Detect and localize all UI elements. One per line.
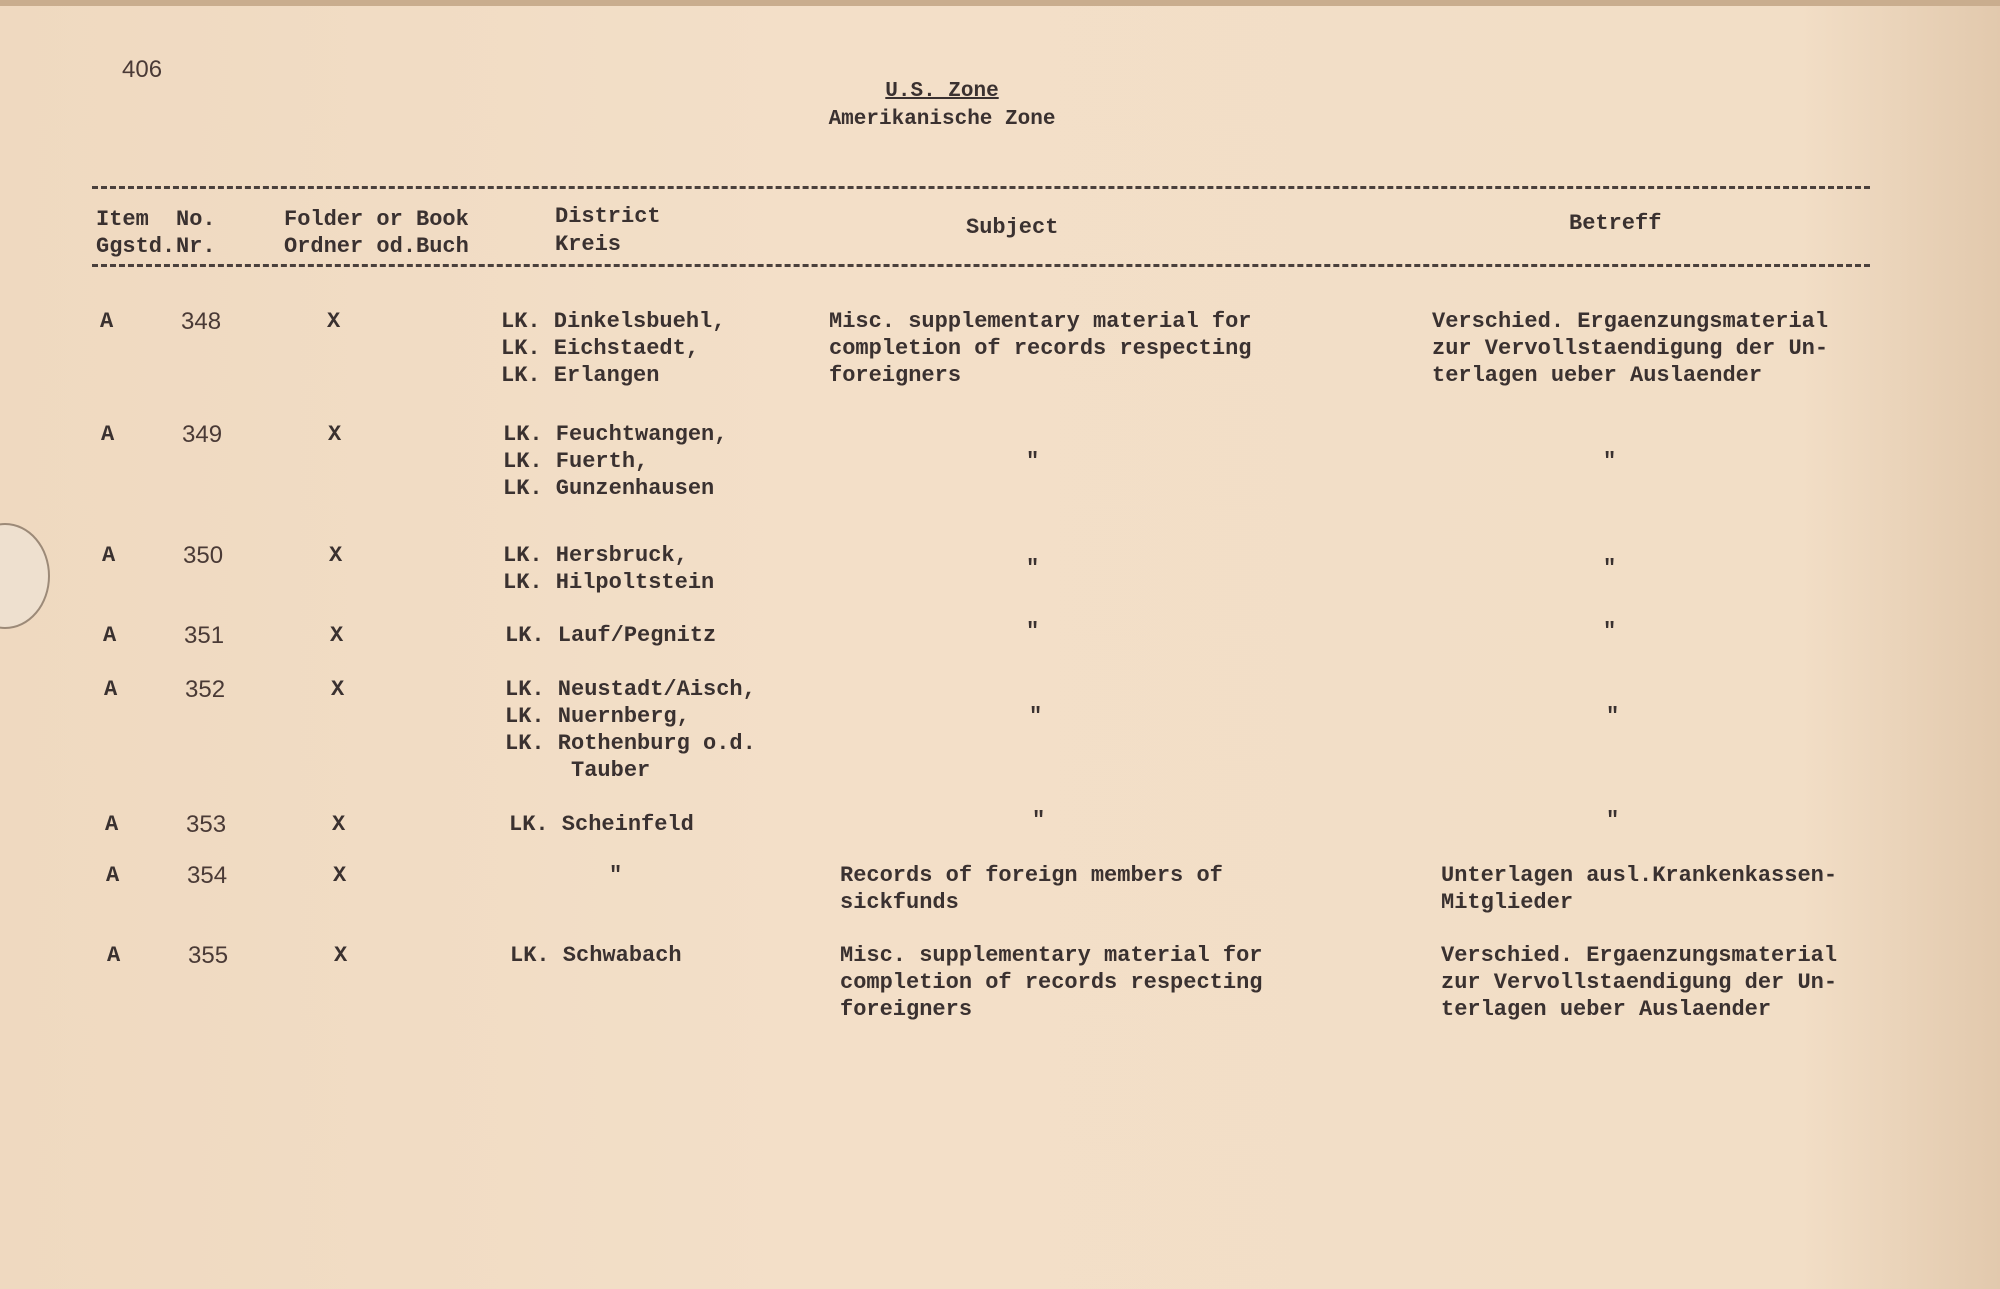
row-district: LK. Schwabach <box>510 943 682 968</box>
row-district: LK. Lauf/Pegnitz <box>505 623 717 648</box>
row-item: A <box>106 863 120 888</box>
header-folder: Folder or Book <box>284 207 469 232</box>
row-folder-marker: X <box>329 543 343 568</box>
row-betreff: " <box>1606 808 1620 833</box>
header-district-de: Kreis <box>555 232 622 257</box>
row-folder-marker: X <box>327 309 341 334</box>
row-betreff: " <box>1603 619 1617 644</box>
row-betreff: " <box>1603 556 1617 581</box>
row-betreff: Unterlagen ausl.Krankenkassen- Mitglieder <box>1441 863 1838 915</box>
row-folder-marker: X <box>331 677 345 702</box>
row-item: A <box>104 677 118 702</box>
binder-tab <box>0 523 50 629</box>
header-divider-bottom <box>92 264 1870 267</box>
page-subtitle: Amerikanische Zone <box>828 108 1056 131</box>
header-item-de: Ggstd. <box>96 234 176 259</box>
row-item: A <box>102 543 116 568</box>
header-folder-de: Ordner od.Buch <box>284 234 469 259</box>
row-folder-marker: X <box>333 863 347 888</box>
row-item: A <box>105 812 119 837</box>
row-number: 352 <box>185 676 226 703</box>
row-district: LK. Neustadt/Aisch, LK. Nuernberg, LK. Rothenburg o.d. Tauber <box>505 677 756 783</box>
row-number: 354 <box>187 862 228 889</box>
row-folder-marker: X <box>328 422 342 447</box>
row-betreff: " <box>1603 449 1617 474</box>
row-district: LK. Feuchtwangen, LK. Fuerth, LK. Gunzenhausen <box>503 422 728 501</box>
row-betreff: Verschied. Ergaenzungsmaterial zur Vervollstaendigung der Un- terlagen ueber Auslaender <box>1432 309 1829 388</box>
row-item: A <box>103 623 117 648</box>
row-district: LK. Scheinfeld <box>509 812 694 837</box>
row-subject: Records of foreign members of sickfunds <box>840 863 1223 915</box>
page-title <box>0 80 1884 103</box>
header-no-de: Nr. <box>176 234 216 259</box>
header-item: Item <box>96 207 149 232</box>
row-betreff: Verschied. Ergaenzungsmaterial zur Vervollstaendigung der Un- terlagen ueber Auslaender <box>1441 943 1838 1022</box>
page-top-edge <box>0 0 2000 6</box>
row-subject: " <box>1026 619 1040 644</box>
row-number: 353 <box>186 811 227 838</box>
row-folder-marker: X <box>332 812 346 837</box>
page-number: 406 <box>122 56 163 83</box>
row-subject: " <box>1026 449 1040 474</box>
row-item: A <box>101 422 115 447</box>
row-number: 351 <box>184 622 225 649</box>
row-betreff: " <box>1606 704 1620 729</box>
row-subject: Misc. supplementary material for completion of records respecting foreigners <box>829 309 1252 388</box>
row-district: LK. Dinkelsbuehl, LK. Eichstaedt, LK. Erlangen <box>501 309 726 388</box>
row-number: 348 <box>181 308 222 335</box>
row-folder-marker: X <box>334 943 348 968</box>
row-number: 350 <box>183 542 224 569</box>
row-subject: " <box>1032 808 1046 833</box>
row-folder-marker: X <box>330 623 344 648</box>
row-subject: Misc. supplementary material for completion of records respecting foreigners <box>840 943 1263 1022</box>
row-number: 355 <box>188 942 229 969</box>
row-district: LK. Hersbruck, LK. Hilpoltstein <box>503 543 715 595</box>
header-betreff: Betreff <box>1569 211 1662 236</box>
header-district: District <box>555 204 661 229</box>
header-subject: Subject <box>966 215 1059 240</box>
row-item: A <box>100 309 114 334</box>
row-item: A <box>107 943 121 968</box>
row-number: 349 <box>182 421 223 448</box>
row-subject: " <box>1029 704 1043 729</box>
row-subject: " <box>1026 556 1040 581</box>
header-divider-top <box>92 186 1870 189</box>
row-district: " <box>609 863 623 888</box>
title-text: U.S. Zone <box>885 80 999 103</box>
header-no: No. <box>176 207 216 232</box>
